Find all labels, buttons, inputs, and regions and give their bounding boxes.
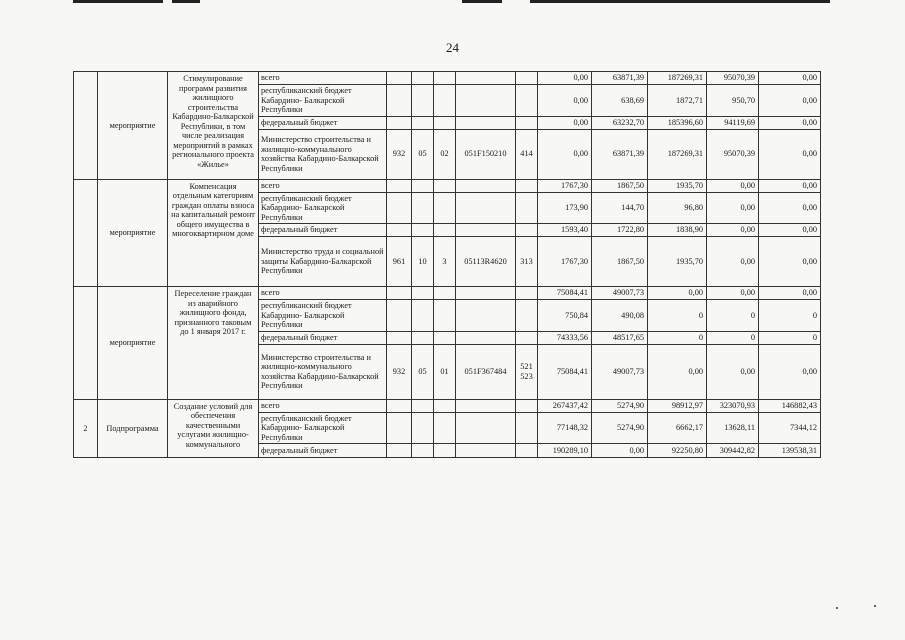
funding-source: Министерство труда и социальной защиты Кабардино-Балкарской Республики <box>259 237 387 287</box>
code-vr: 521 523 <box>516 344 538 399</box>
code-pr <box>434 444 456 458</box>
funding-source: республиканский бюджет Кабардино- Балкарской Республики <box>259 85 387 117</box>
code-kgrbs: 932 <box>387 129 412 179</box>
amount-year-2: 490,08 <box>592 300 648 332</box>
code-vr <box>516 116 538 129</box>
amount-year-4: 0 <box>707 331 759 344</box>
code-pr <box>434 287 456 300</box>
amount-year-5: 0,00 <box>759 224 821 237</box>
code-vr <box>516 192 538 224</box>
funding-source: всего <box>259 399 387 412</box>
code-vr <box>516 331 538 344</box>
amount-year-2: 63232,70 <box>592 116 648 129</box>
code-pr <box>434 224 456 237</box>
table-row <box>74 399 821 412</box>
code-vr <box>516 399 538 412</box>
amount-year-2: 144,70 <box>592 192 648 224</box>
amount-year-4: 323070,93 <box>707 399 759 412</box>
funding-source: республиканский бюджет Кабардино- Балкарской Республики <box>259 412 387 444</box>
amount-year-2: 49007,73 <box>592 344 648 399</box>
amount-year-2: 638,69 <box>592 85 648 117</box>
code-pr <box>434 331 456 344</box>
code-csr <box>456 331 516 344</box>
code-pr <box>434 192 456 224</box>
amount-year-2: 1867,50 <box>592 179 648 192</box>
amount-year-3: 1838,90 <box>648 224 707 237</box>
code-rz <box>412 192 434 224</box>
amount-year-1: 74333,56 <box>538 331 592 344</box>
amount-year-3: 185396,60 <box>648 116 707 129</box>
top-rule-mark-2 <box>462 0 502 3</box>
amount-year-3: 0,00 <box>648 344 707 399</box>
top-rule-right <box>530 0 830 3</box>
code-kgrbs: 932 <box>387 344 412 399</box>
code-vr: 313 <box>516 237 538 287</box>
section-description: Компенсация отдельным категориям граждан оплаты взноса на капитальный ремонт общего имущества в многоквартирном доме <box>168 179 259 287</box>
amount-year-5: 146882,43 <box>759 399 821 412</box>
section-number <box>74 287 98 400</box>
table-row <box>74 72 821 85</box>
table-row <box>74 287 821 300</box>
funding-source: всего <box>259 72 387 85</box>
code-kgrbs <box>387 179 412 192</box>
amount-year-5: 0,00 <box>759 116 821 129</box>
funding-source: Министерство строительства и жилищно-коммунального хозяйства Кабардино-Балкарской Республики <box>259 129 387 179</box>
amount-year-1: 750,84 <box>538 300 592 332</box>
amount-year-1: 1767,30 <box>538 179 592 192</box>
code-csr <box>456 116 516 129</box>
amount-year-2: 1722,80 <box>592 224 648 237</box>
section-type: мероприятие <box>98 287 168 400</box>
section-type: мероприятие <box>98 179 168 287</box>
section-number: 2 <box>74 399 98 458</box>
funding-source: республиканский бюджет Кабардино- Балкарской Республики <box>259 192 387 224</box>
code-rz <box>412 72 434 85</box>
code-pr: 3 <box>434 237 456 287</box>
code-csr <box>456 300 516 332</box>
section-description: Стимулирование программ развития жилищного строительства Кабардино-Балкарской Республики, в том числе реализация мероприятий в рамках регионального проекта «Жилье» <box>168 72 259 180</box>
amount-year-4: 0 <box>707 300 759 332</box>
amount-year-3: 6662,17 <box>648 412 707 444</box>
section-description: Переселение граждан из аварийного жилищного фонда, признанного таковым до 1 января 2017 г. <box>168 287 259 400</box>
code-csr <box>456 179 516 192</box>
amount-year-4: 309442,82 <box>707 444 759 458</box>
code-csr <box>456 192 516 224</box>
amount-year-4: 0,00 <box>707 224 759 237</box>
amount-year-4: 0,00 <box>707 344 759 399</box>
amount-year-5: 139538,31 <box>759 444 821 458</box>
code-csr <box>456 412 516 444</box>
amount-year-2: 5274,90 <box>592 412 648 444</box>
amount-year-3: 92250,80 <box>648 444 707 458</box>
section-description: Создание условий для обеспечения качественными услугами жилищно-коммунального <box>168 399 259 458</box>
amount-year-2: 63871,39 <box>592 129 648 179</box>
code-kgrbs: 961 <box>387 237 412 287</box>
code-vr <box>516 224 538 237</box>
amount-year-4: 0,00 <box>707 287 759 300</box>
amount-year-2: 49007,73 <box>592 287 648 300</box>
amount-year-1: 0,00 <box>538 129 592 179</box>
code-kgrbs <box>387 331 412 344</box>
funding-source: федеральный бюджет <box>259 331 387 344</box>
amount-year-5: 0,00 <box>759 192 821 224</box>
amount-year-5: 0,00 <box>759 129 821 179</box>
amount-year-4: 0,00 <box>707 192 759 224</box>
amount-year-1: 77148,32 <box>538 412 592 444</box>
code-pr <box>434 179 456 192</box>
amount-year-3: 1935,70 <box>648 237 707 287</box>
code-vr <box>516 85 538 117</box>
amount-year-5: 0,00 <box>759 287 821 300</box>
amount-year-1: 1593,40 <box>538 224 592 237</box>
amount-year-3: 96,80 <box>648 192 707 224</box>
code-csr: 051F367484 <box>456 344 516 399</box>
code-rz <box>412 287 434 300</box>
amount-year-5: 7344,12 <box>759 412 821 444</box>
code-vr <box>516 72 538 85</box>
amount-year-3: 187269,31 <box>648 72 707 85</box>
code-kgrbs <box>387 116 412 129</box>
code-kgrbs <box>387 412 412 444</box>
code-pr <box>434 72 456 85</box>
code-csr <box>456 444 516 458</box>
amount-year-1: 0,00 <box>538 72 592 85</box>
amount-year-1: 75084,41 <box>538 287 592 300</box>
funding-source: федеральный бюджет <box>259 224 387 237</box>
amount-year-3: 98912,97 <box>648 399 707 412</box>
amount-year-4: 13628,11 <box>707 412 759 444</box>
code-vr <box>516 179 538 192</box>
code-kgrbs <box>387 399 412 412</box>
amount-year-1: 267437,42 <box>538 399 592 412</box>
code-pr <box>434 399 456 412</box>
code-rz <box>412 412 434 444</box>
code-vr <box>516 300 538 332</box>
amount-year-4: 95070,39 <box>707 129 759 179</box>
amount-year-2: 0,00 <box>592 444 648 458</box>
code-rz <box>412 444 434 458</box>
page-number: 24 <box>446 40 459 55</box>
code-pr <box>434 85 456 117</box>
top-rule-mark-1 <box>172 0 200 3</box>
code-kgrbs <box>387 444 412 458</box>
code-rz <box>412 331 434 344</box>
amount-year-5: 0,00 <box>759 72 821 85</box>
code-kgrbs <box>387 224 412 237</box>
amount-year-4: 0,00 <box>707 179 759 192</box>
amount-year-2: 48517,65 <box>592 331 648 344</box>
code-csr <box>456 287 516 300</box>
code-kgrbs <box>387 300 412 332</box>
code-csr <box>456 399 516 412</box>
code-kgrbs <box>387 192 412 224</box>
amount-year-1: 190289,10 <box>538 444 592 458</box>
amount-year-1: 1767,30 <box>538 237 592 287</box>
funding-source: Министерство строительства и жилищно-коммунального хозяйства Кабардино-Балкарской Республики <box>259 344 387 399</box>
amount-year-4: 950,70 <box>707 85 759 117</box>
amount-year-5: 0 <box>759 331 821 344</box>
code-rz <box>412 85 434 117</box>
code-kgrbs <box>387 72 412 85</box>
code-pr <box>434 300 456 332</box>
scan-speck <box>874 605 876 607</box>
code-pr: 01 <box>434 344 456 399</box>
table-row <box>74 179 821 192</box>
amount-year-3: 0 <box>648 331 707 344</box>
scan-speck <box>836 607 838 609</box>
amount-year-1: 173,90 <box>538 192 592 224</box>
section-number <box>74 72 98 180</box>
amount-year-1: 75084,41 <box>538 344 592 399</box>
amount-year-2: 5274,90 <box>592 399 648 412</box>
amount-year-3: 0,00 <box>648 287 707 300</box>
amount-year-5: 0 <box>759 300 821 332</box>
code-csr: 051F150210 <box>456 129 516 179</box>
amount-year-1: 0,00 <box>538 116 592 129</box>
code-rz: 05 <box>412 344 434 399</box>
code-rz: 10 <box>412 237 434 287</box>
code-pr: 02 <box>434 129 456 179</box>
funding-source: федеральный бюджет <box>259 116 387 129</box>
amount-year-4: 0,00 <box>707 237 759 287</box>
amount-year-5: 0,00 <box>759 85 821 117</box>
amount-year-3: 1872,71 <box>648 85 707 117</box>
code-csr <box>456 72 516 85</box>
amount-year-5: 0,00 <box>759 237 821 287</box>
funding-source: всего <box>259 287 387 300</box>
code-rz <box>412 399 434 412</box>
code-rz <box>412 116 434 129</box>
amount-year-5: 0,00 <box>759 179 821 192</box>
code-csr <box>456 224 516 237</box>
amount-year-4: 95070,39 <box>707 72 759 85</box>
code-rz <box>412 224 434 237</box>
code-vr <box>516 287 538 300</box>
top-rule-left <box>73 0 163 3</box>
code-rz <box>412 300 434 332</box>
amount-year-1: 0,00 <box>538 85 592 117</box>
code-vr <box>516 444 538 458</box>
section-type: мероприятие <box>98 72 168 180</box>
amount-year-3: 1935,70 <box>648 179 707 192</box>
code-csr: 05113R4620 <box>456 237 516 287</box>
amount-year-5: 0,00 <box>759 344 821 399</box>
funding-source: федеральный бюджет <box>259 444 387 458</box>
code-rz: 05 <box>412 129 434 179</box>
code-vr: 414 <box>516 129 538 179</box>
amount-year-3: 187269,31 <box>648 129 707 179</box>
amount-year-2: 63871,39 <box>592 72 648 85</box>
code-pr <box>434 116 456 129</box>
amount-year-3: 0 <box>648 300 707 332</box>
budget-table <box>73 71 821 458</box>
code-csr <box>456 85 516 117</box>
code-kgrbs <box>387 287 412 300</box>
funding-source: республиканский бюджет Кабардино- Балкарской Республики <box>259 300 387 332</box>
code-pr <box>434 412 456 444</box>
section-type: Подпрограмма <box>98 399 168 458</box>
code-kgrbs <box>387 85 412 117</box>
amount-year-4: 94119,69 <box>707 116 759 129</box>
code-vr <box>516 412 538 444</box>
section-number <box>74 179 98 287</box>
funding-source: всего <box>259 179 387 192</box>
code-rz <box>412 179 434 192</box>
amount-year-2: 1867,50 <box>592 237 648 287</box>
